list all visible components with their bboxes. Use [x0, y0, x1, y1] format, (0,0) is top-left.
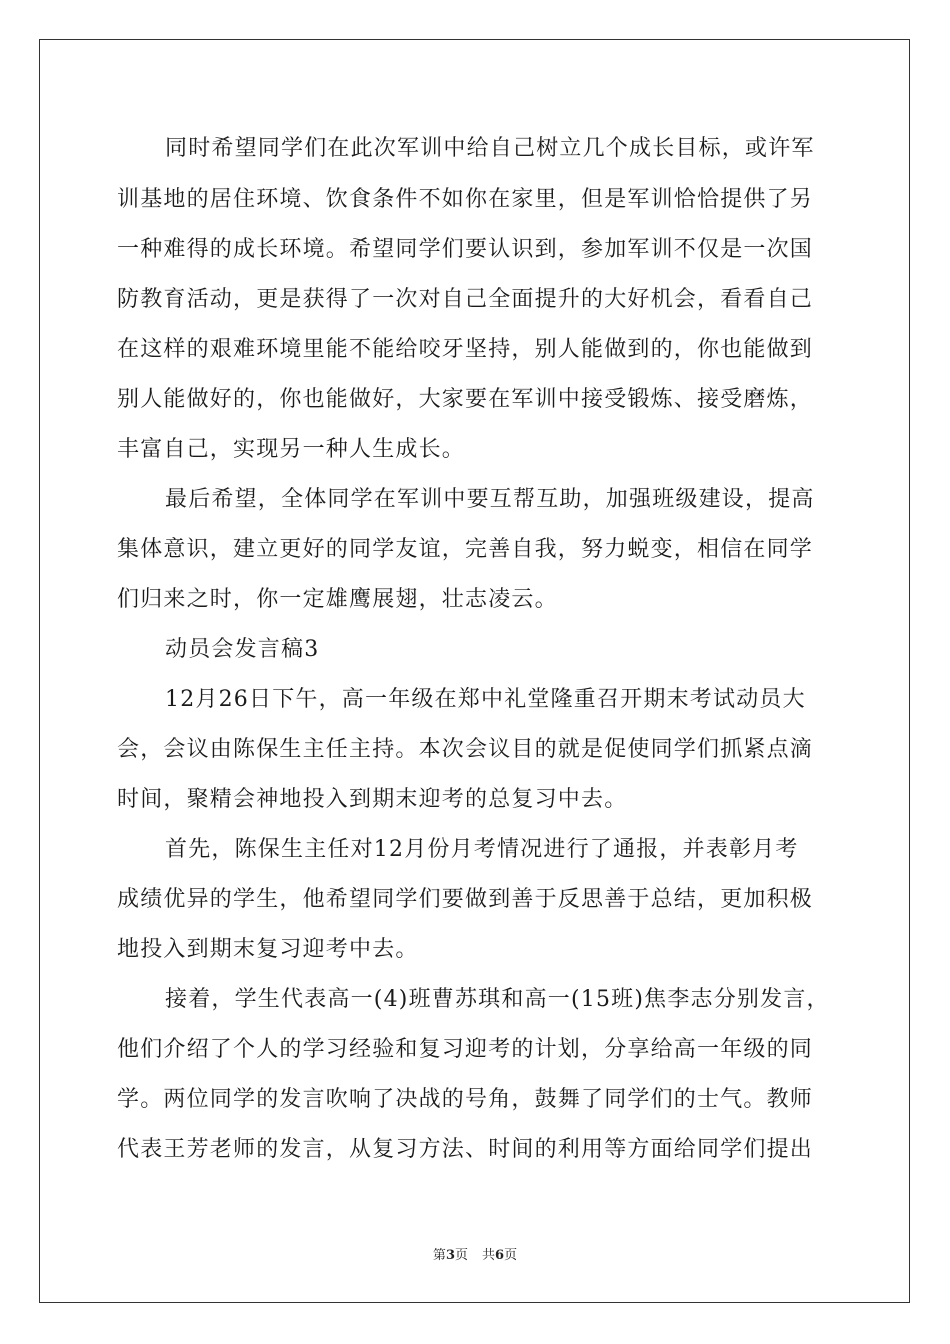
text-line: 集体意识，建立更好的同学友谊，完善自我，努力蜕变，相信在同学 [117, 537, 814, 562]
text-line: 训基地的居住环境、饮食条件不如你在家里，但是军训恰恰提供了另 [117, 187, 814, 212]
text-line: 们归来之时，你一定雄鹰展翅，壮志凌云。 [117, 587, 558, 612]
text-line: 代表王芳老师的发言，从复习方法、时间的利用等方面给同学们提出 [117, 1137, 814, 1162]
text-line: 一种难得的成长环境。希望同学们要认识到，参加军训不仅是一次国 [117, 237, 814, 262]
section-heading: 动员会发言稿3 [165, 637, 320, 662]
page-number: 3 [445, 1248, 455, 1263]
text-line: 地投入到期末复习迎考中去。 [117, 937, 419, 962]
text-line: 12月26日下午，高一年级在郑中礼堂隆重召开期末考试动员大 [165, 687, 806, 712]
page-footer [0, 1247, 950, 1265]
text-line: 会，会议由陈保生主任主持。本次会议目的就是促使同学们抓紧点滴 [117, 737, 814, 762]
text-line: 丰富自己，实现另一种人生成长。 [117, 437, 466, 462]
text-line: 学。两位同学的发言吹响了决战的号角，鼓舞了同学们的士气。教师 [117, 1087, 814, 1112]
text-line: 时间，聚精会神地投入到期末迎考的总复习中去。 [117, 787, 628, 812]
text-line: 他们介绍了个人的学习经验和复习迎考的计划，分享给高一年级的同 [117, 1037, 814, 1062]
text-line: 在这样的艰难环境里能不能给咬牙坚持，别人能做到的，你也能做到 [117, 337, 814, 362]
total-suffix: 页 [504, 1248, 518, 1263]
text-line: 接着，学生代表高一(4)班曹苏琪和高一(15班)焦李志分别发言， [165, 987, 830, 1012]
page-suffix: 页 [454, 1248, 468, 1263]
text-line: 最后希望，全体同学在军训中要互帮互助，加强班级建设，提高 [165, 487, 815, 512]
text-line: 别人能做好的，你也能做好，大家要在军训中接受锻炼、接受磨炼， [117, 387, 814, 412]
text-line: 同时希望同学们在此次军训中给自己树立几个成长目标，或许军 [165, 136, 815, 161]
text-line: 首先，陈保生主任对12月份月考情况进行了通报，并表彰月考 [165, 837, 799, 862]
total-pages: 6 [495, 1248, 505, 1263]
text-line: 防教育活动，更是获得了一次对自己全面提升的大好机会，看看自己 [117, 287, 814, 312]
total-prefix: 共 [482, 1248, 496, 1263]
page-prefix: 第 [432, 1248, 446, 1263]
text-line: 成绩优异的学生，他希望同学们要做到善于反思善于总结，更加积极 [117, 887, 814, 912]
